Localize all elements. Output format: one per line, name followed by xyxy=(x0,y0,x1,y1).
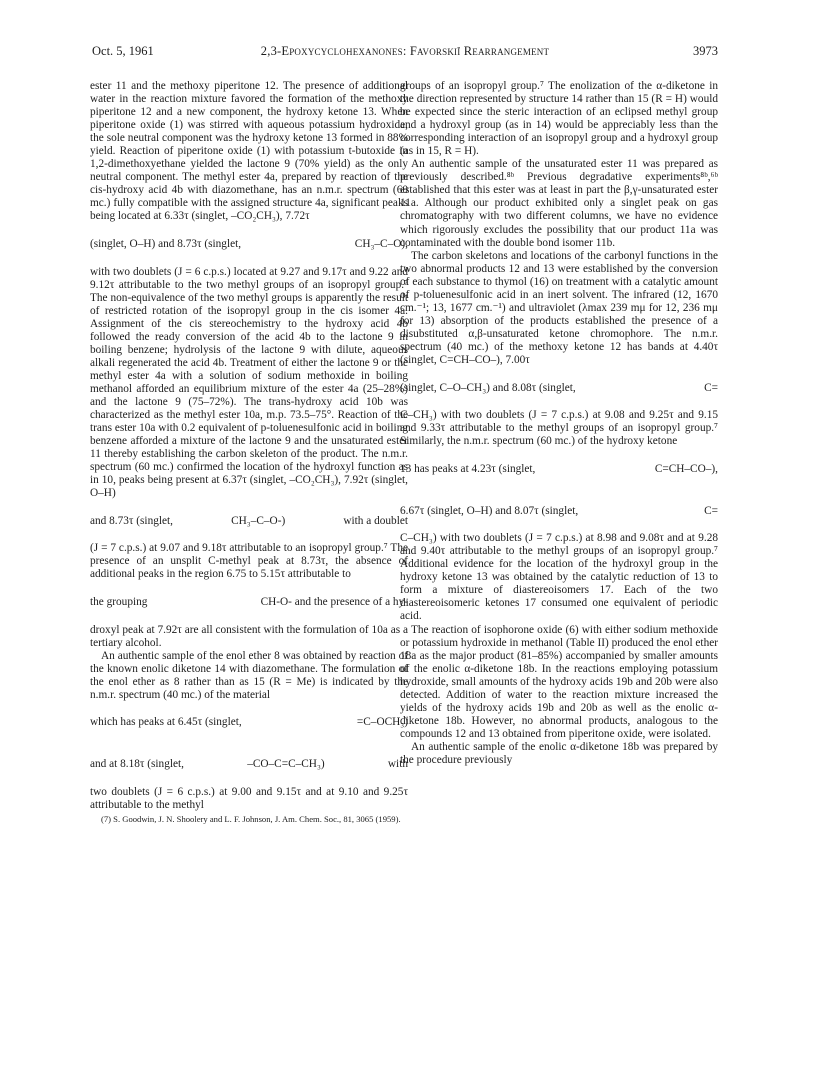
paragraph: groups of an isopropyl group.⁷ The enolization of the α-diketone in the direction represented by structure 14 rather than 15 (R = H) would be expected since the steric interaction of an eclipsed methyl group and a hydroxyl group (as in 14) would be appreciably less than the corresponding interaction of an isopropyl group and a hydroxyl group (as in 15, R = H). xyxy=(400,80,718,158)
paragraph: An authentic sample of the enolic α-diketone 18b was prepared by the procedure previously xyxy=(400,740,718,766)
formula-structure: C= xyxy=(704,381,718,394)
paragraph: two doublets (J = 6 c.p.s.) at 9.00 and 9.15τ and at 9.10 and 9.25τ attributable to the methyl xyxy=(90,785,408,811)
formula-text: 13 has peaks at 4.23τ (singlet, xyxy=(400,462,536,475)
inline-formula xyxy=(90,744,408,786)
formula-text: the grouping xyxy=(90,595,148,608)
formula-text: 6.67τ (singlet, O–H) and 8.07τ (singlet, xyxy=(400,504,579,517)
paragraph: The reaction of isophorone oxide (6) with either sodium methoxide or potassium hydroxide in methanol (Table II) produced the enol ether 18a as the major product (81–85%) accompanied by smaller amounts of the enolic α-diketone 18b. In the reactions employing potassium hydroxide, small amounts of the hydroxy acids 19b and 20b were also detected. Addition of water to the reaction mixture increased the yields of the hydroxy acids 19b and 20b as well as the enolic α-diketone 18b. However, no abnormal products, analogous to the compounds 12 and 13 obtained from piperitone oxide, were isolated. xyxy=(400,623,718,740)
inline-formula xyxy=(400,448,718,490)
paragraph: ester 11 and the methoxy piperitone 12. The presence of additional water in the reaction mixture favored the formation of the methoxy piperitone 12 and a new component, the hydroxy ketone 13. When piperitone oxide (1) was stirred with aqueous potassium hydroxide, the sole neutral component was the hydroxy ketone 13 formed in 88% yield. Reaction of piperitone oxide (1) with potassium t-butoxide in 1,2-dimethoxyethane yielded the lactone 9 (70% yield) as the only neutral component. The methyl ester 4a, prepared by reaction of the cis-hydroxy acid 4b with diazomethane, has an n.m.r. spectrum (60 mc.) fully compatible with the assigned structure 4a, significant peaks being located at 6.33τ (singlet, –CO₂CH₃), 7.72τ xyxy=(90,80,408,223)
inline-formula xyxy=(90,582,408,624)
header-title: 2,3-Epoxycyclohexanones: Favorskiĭ Rearrangement xyxy=(260,44,550,58)
formula-text: and 8.73τ (singlet, xyxy=(90,514,173,527)
formula-structure: –CO–C=C–CH₃) xyxy=(247,758,325,771)
inline-formula xyxy=(90,500,408,542)
inline-formula xyxy=(400,367,718,409)
paragraph: C–CH₃) with two doublets (J = 7 c.p.s.) at 9.08 and 9.25τ and 9.15 and 9.33τ attributable to the methyl groups of an isopropyl group.⁷ Similarly, the n.m.r. spectrum (60 mc.) of the hydroxy ketone xyxy=(400,409,718,448)
paragraph: An authentic sample of the enol ether 8 was obtained by reaction of the known enolic diketone 14 with diazomethane. The formulation of the enol ether as 8 rather than as 15 (R = Me) is indicated by the n.m.r. spectrum (40 mc.) of the material xyxy=(90,649,408,701)
running-header xyxy=(92,44,718,64)
formula-structure: CH₃–C–O), xyxy=(354,237,408,250)
header-date: Oct. 5, 1961 xyxy=(92,44,154,58)
paragraph: C–CH₃) with two doublets (J = 7 c.p.s.) at 8.98 and 9.08τ and at 9.28 and 9.40τ attributable to the methyl groups of an isopropyl group.⁷ Additional evidence for the location of the hydroxyl group in the hydroxy ketone 13 was obtained by the catalytic reduction of 13 to form a mixture of diastereoisomers 17. Each of the two diastereoisomeric ketones 17 consumed one equivalent of periodic acid. xyxy=(400,532,718,623)
paragraph: droxyl peak at 7.92τ are all consistent with the formulation of 10a as a tertiary alcohol. xyxy=(90,623,408,649)
paragraph: An authentic sample of the unsaturated ester 11 was prepared as previously described.⁸ᵇ Previous degradative experiments⁸ᵇ,⁶ᵇ established that this ester was at least in part the β,γ-unsaturated ester 11a. Although our product exhibited only a singlet peak on gas chromatography with two different columns, we have no evidence which rigorously excludes the possibility that our product 11a was contaminated with the double bond isomer 11b. xyxy=(400,158,718,249)
header-page-number: 3973 xyxy=(693,44,718,58)
formula-text: (singlet, C–O–CH₃) and 8.08τ (singlet, xyxy=(400,381,576,394)
right-column xyxy=(400,80,718,767)
formula-structure: C=CH–CO–), xyxy=(654,462,718,475)
inline-formula xyxy=(90,702,408,744)
formula-text: with xyxy=(387,758,408,771)
paragraph: with two doublets (J = 6 c.p.s.) located at 9.27 and 9.17τ and 9.22 and 9.12τ attributable to the two methyl groups of an isopropyl group.⁷ The non-equivalence of the two methyl groups is apparently the result of restricted rotation of the isopropyl group in the cis isomer 4a. Assignment of the cis stereochemistry to the hydroxy acid 4b followed the ready conversion of the acid 4b to the lactone 9 in boiling benzene; hydrolysis of the lactone 9 with dilute, aqueous alkali regenerated the acid 4b. Treatment of either the lactone 9 or the methyl ester 4a with a solution of sodium methoxide in boiling methanol afforded an equilibrium mixture of the ester 4a (25–28%) and the lactone 9 (75–72%). The trans-hydroxy acid 10b was characterized as the methyl ester 10a, m.p. 73.5–75°. Reaction of the trans ester 10a with 0.2 equivalent of p-toluenesulfonic acid in boiling benzene afforded a mixture of the lactone 9 and the unsaturated ester 11 thereby establishing the carbon skeleton of the product. The n.m.r. spectrum (60 mc.) confirmed the location of the hydroxyl function as in 10, peaks being present at 6.37τ (singlet, –CO₂CH₃), 7.92τ (singlet, O–H) xyxy=(90,265,408,500)
formula-text: which has peaks at 6.45τ (singlet, xyxy=(90,716,242,729)
formula-structure: =C–OCH₃) xyxy=(356,716,408,729)
formula-structure: CH-O- and the presence of a hy- xyxy=(260,595,408,608)
paragraph: The carbon skeletons and locations of the carbonyl functions in the two abnormal products 12 and 13 were established by the conversion of each substance to thymol (16) on treatment with a catalytic amount of p-toluenesulfonic acid in an inert solvent. The infrared (12, 1670 cm.⁻¹; 13, 1677 cm.⁻¹) and ultraviolet (λmax 239 mμ for 12, 236 mμ for 13) absorption of the products established the presence of a disubstituted α,β-unsaturated ketone chromophore. The n.m.r. spectrum (40 mc.) of the methoxy ketone 12 has bands at 4.40τ (singlet, C=CH–CO–), 7.00τ xyxy=(400,249,718,366)
formula-structure: CH₃–C–O-) xyxy=(231,514,286,527)
formula-text: and at 8.18τ (singlet, xyxy=(90,758,184,771)
paragraph: (J = 7 c.p.s.) at 9.07 and 9.18τ attributable to an isopropyl group.⁷ The presence of an unsplit C-methyl peak at 8.73τ, the absence of additional peaks in the region 6.75 to 5.15τ attributable to xyxy=(90,542,408,581)
formula-text: with a doublet xyxy=(343,514,408,527)
left-column xyxy=(90,80,408,824)
inline-formula xyxy=(90,224,408,266)
formula-text: (singlet, O–H) and 8.73τ (singlet, xyxy=(90,237,242,250)
formula-structure: C= xyxy=(704,504,718,517)
inline-formula xyxy=(400,490,718,532)
footnote: (7) S. Goodwin, J. N. Shoolery and L. F. Johnson, J. Am. Chem. Soc., 81, 3065 (1959). xyxy=(101,813,401,824)
